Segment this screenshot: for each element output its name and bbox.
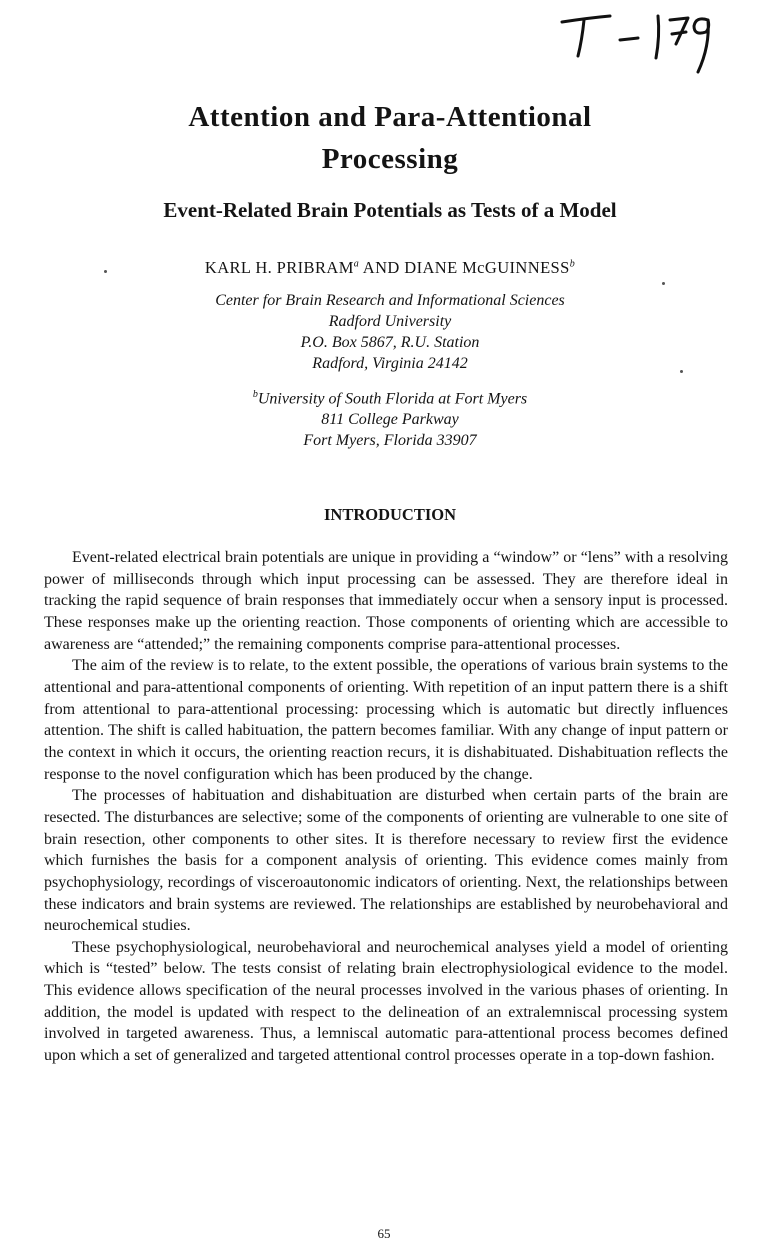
affiliation-1-line: P.O. Box 5867, R.U. Station	[300, 334, 480, 351]
section-heading: INTRODUCTION	[323, 505, 457, 524]
affiliation-2-name: University of South Florida at Fort Myers	[257, 390, 528, 408]
affiliation-1-line: Center for Brain Research and Informational Sciences	[215, 292, 565, 309]
paper-subtitle: Event-Related Brain Potentials as Tests of a Model	[163, 198, 617, 222]
scan-speck	[662, 282, 665, 285]
handwritten-annotation	[558, 6, 718, 78]
affiliation-2-line	[60, 384, 720, 409]
author-line	[60, 258, 720, 278]
scan-speck	[680, 370, 683, 373]
affiliation-2-mark: b	[252, 389, 258, 400]
body-text	[44, 547, 728, 1067]
affiliation-2	[60, 384, 720, 451]
page-number: 65	[377, 1226, 391, 1241]
author-mark-1: a	[353, 258, 360, 270]
paper-title	[60, 96, 720, 180]
author-conjunction: AND	[359, 258, 405, 277]
paragraph: The processes of habituation and dishabituation are disturbed when certain parts of the brain are resected. The disturbances are selective; some of the components of orienting are vulnerable to one site of brain resection, other components to other sites. It is therefore necessary to review first the evidence which furnishes the basis for a component analysis of orienting. This evidence comes mainly from psychophysiology, recordings of visceroautonomic indicators of orienting. Next, the relationships between these indicators and brain systems are reviewed. The relationships are established by neurobehavioral and neurochemical studies.	[44, 787, 728, 935]
affiliation-2-line: Fort Myers, Florida 33907	[303, 432, 477, 450]
affiliation-1-line: Radford, Virginia 24142	[312, 355, 468, 372]
paragraph: The aim of the review is to relate, to the extent possible, the operations of various brain systems to the attentional and para-attentional components of orienting. With repetition of an input pattern there is a shift from attentional to para-attentional processing: processing which is automatic but directly influences attention. The shift is called habituation, the pattern becomes familiar. With any change of input pattern or the context in which it occurs, the orienting reaction recurs, it is dishabituated. Dishabituation reflects the response to the novel configuration which has been produced by the change.	[44, 657, 728, 783]
scan-speck	[104, 270, 107, 273]
affiliation-1	[60, 290, 720, 374]
author-mark-2: b	[569, 258, 576, 270]
paragraph: These psychophysiological, neurobehavioral and neurochemical analyses yield a model of orienting which is “tested” below. The tests consist of relating brain electrophysiological evidence to the model. This evidence allows specification of the neural processes involved in the various phases of orienting. In addition, the model is updated with respect to the delineation of an extralemniscal processing system involved in targeted awareness. Thus, a lemniscal automatic para-attentional process becomes defined upon which a set of generalized and targeted attentional control processes operate in a top-down fashion.	[44, 938, 728, 1065]
handwritten-annotation-drawing	[558, 6, 718, 78]
title-line-1: Attention and Para-Attentional	[188, 101, 592, 133]
author-name-2: DIANE McGUINNESS	[404, 258, 570, 277]
title-line-2: Processing	[321, 143, 459, 175]
paragraph: Event-related electrical brain potentials are unique in providing a “window” or “lens” with a resolving power of milliseconds through which input processing can be assessed. They are therefore ideal in tracking the rapid sequence of brain responses that immediately occur when a sensory input is processed. These responses make up the orienting reaction. Those components of orienting which are accessible to awareness are “attended;” the remaining components comprise para-attentional processes.	[44, 549, 728, 653]
affiliation-2-line: 811 College Parkway	[321, 411, 459, 429]
author-name-1: KARL H. PRIBRAM	[204, 258, 354, 277]
affiliation-1-line: Radford University	[328, 313, 452, 330]
